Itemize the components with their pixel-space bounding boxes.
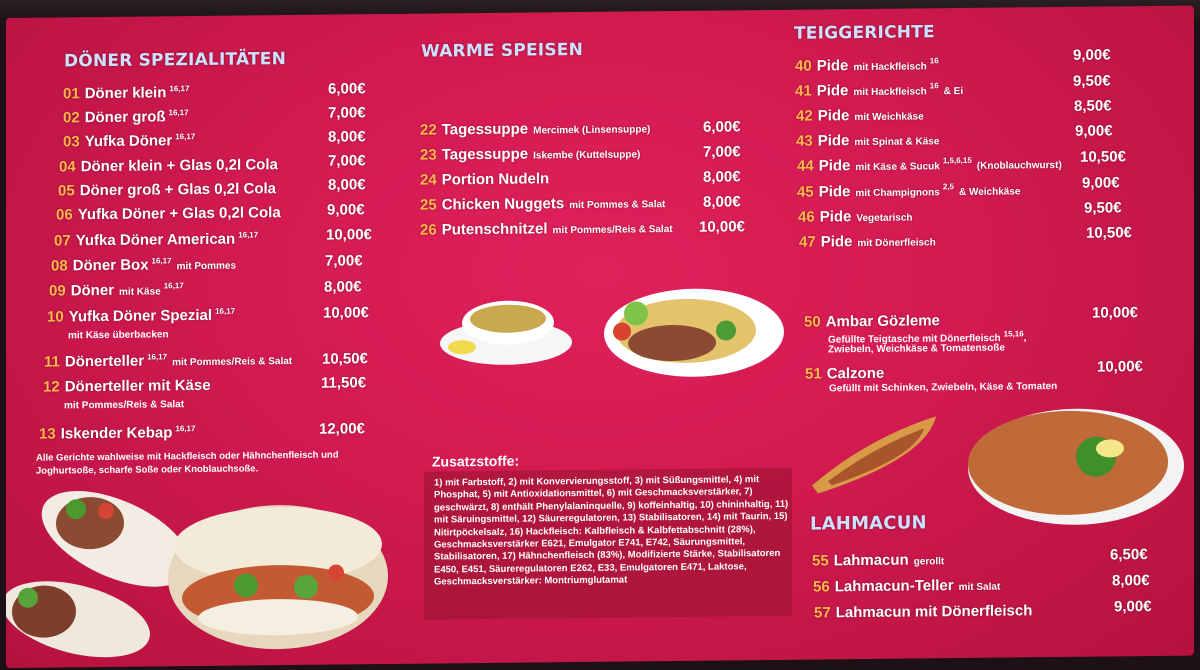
item-extra: mit Champignons — [855, 187, 940, 200]
doener-note: Alle Gerichte wahlweise mit Hackfleisch oder Hähnchenfleisch und Joghurtsoße, scharfe Soße oder Knoblauchsoße. — [36, 449, 339, 477]
item-price: 8,00€ — [703, 168, 741, 186]
item-name: Dönerteller — [64, 352, 145, 371]
menu-item — [420, 144, 640, 163]
item-extra: Mercimek (Linsensuppe) — [533, 124, 651, 137]
menu-item — [58, 180, 276, 199]
menu-item — [63, 132, 195, 150]
item-extra: mit Pommes/Reis & Salat — [172, 356, 293, 369]
item-extra: mit Weichkäse — [854, 111, 924, 124]
item-additives: 16,17 — [175, 132, 196, 142]
item-price: 8,00€ — [1112, 572, 1150, 590]
item-number: 02 — [63, 109, 80, 127]
item-extra-2: & Weichkäse — [958, 186, 1021, 199]
item-number: 50 — [804, 313, 821, 331]
item-price: 7,00€ — [325, 252, 363, 270]
item-number: 47 — [799, 233, 816, 251]
item-price: 9,00€ — [327, 201, 365, 219]
item-name: Yufka Döner American — [75, 230, 236, 250]
item-subtext: mit Pommes/Reis & Salat — [64, 399, 185, 412]
menu-item — [799, 232, 936, 250]
lahmacun-heading: LAHMACUN — [810, 512, 927, 535]
item-extra: mit Käse & Sucuk — [855, 161, 940, 174]
item-additives: 15,16 — [1003, 329, 1024, 339]
menu-item — [49, 281, 184, 299]
item-name: Pide — [819, 208, 852, 226]
additives-text: 1) mit Farbstoff, 2) mit Konvervierungsstoff, 3) mit Süßungsmittel, 4) mit Phosphat, 5) mit Antioxidationsmittel, 6) mit Geschmacksverstärker, 7) geschwärzt, 8) enthält Phenylalaninquelle, 9) koffeinhaltig, 10) chininhaltig, 11) mit Säruingsmittel, 12) Säureregulatoren, 13) Stabilisatoren, 14) mit Taurin, 15) Nitirtpöckelsalz, 16) Hackfleisch: Kalbfleisch & Kalbfettabschnitt (28%), Geschmacksverstärker E621, Emulgator E741, E742, Säurungsmittel, Stabilisatoren, 17) Hähnchenfleisch (83%), Modifizierte Stärke, Stabilisatoren E450, E451, Säureregulatoren E262, E33, Emulgatoren E471, Laktose, Geschmacksverstärker: Montriumglutamat — [434, 474, 789, 588]
item-name: Lahmacun-Teller — [834, 577, 954, 596]
item-price: 8,00€ — [703, 193, 741, 211]
item-price: 10,50€ — [322, 350, 368, 368]
item-extra: mit Pommes — [176, 260, 237, 273]
menu-item — [814, 602, 1032, 621]
item-extra: Iskembe (Kuttelsuppe) — [533, 149, 641, 162]
item-number: 44 — [797, 157, 814, 175]
item-additives: 16,17 — [151, 256, 172, 266]
item-extra: gerollt — [913, 556, 945, 568]
item-price: 10,00€ — [323, 304, 369, 322]
item-name: Tagessuppe — [441, 120, 529, 139]
item-price: 7,00€ — [703, 143, 741, 161]
item-number: 41 — [795, 82, 812, 100]
menu-item — [56, 204, 281, 223]
menu-item — [44, 351, 292, 371]
item-extra-2: (Knoblauchwurst) — [976, 159, 1062, 172]
item-subtext: Zwiebeln, Weichkäse & Tomatensoße — [828, 342, 1005, 356]
item-name: Portion Nudeln — [441, 170, 550, 189]
menu-item — [797, 181, 1020, 200]
item-additives: 16,17 — [175, 424, 196, 434]
item-price: 10,00€ — [1097, 358, 1143, 376]
item-extra: mit Hackfleisch — [853, 61, 927, 74]
menu-item — [420, 194, 665, 214]
item-price: 9,00€ — [1073, 46, 1111, 64]
item-price: 10,50€ — [1086, 224, 1132, 242]
item-number: 55 — [812, 552, 829, 570]
warm-heading: WARME SPEISEN — [421, 39, 584, 62]
item-name: Dönerteller mit Käse — [64, 376, 211, 396]
item-additives: 16,17 — [215, 306, 236, 316]
item-price: 6,00€ — [328, 80, 366, 98]
item-number: 25 — [420, 196, 437, 214]
item-number: 13 — [39, 425, 56, 443]
item-name: Tagessuppe — [441, 145, 529, 164]
teig-heading: TEIGGERICHTE — [794, 22, 935, 44]
item-number: 51 — [805, 365, 822, 383]
menu-item — [420, 170, 549, 188]
item-price: 11,50€ — [321, 374, 367, 392]
menu-item — [39, 424, 195, 443]
item-additives: 16,17 — [163, 281, 184, 291]
item-price: 9,00€ — [1075, 122, 1113, 140]
item-additives: 16,17 — [238, 230, 259, 240]
item-price: 7,00€ — [328, 104, 366, 122]
item-price: 9,50€ — [1084, 199, 1122, 217]
item-number: 09 — [49, 282, 66, 300]
menu-item — [805, 365, 884, 383]
menu-item — [804, 312, 940, 330]
menu-item — [47, 307, 235, 326]
item-name: Döner — [70, 281, 115, 300]
item-price: 6,00€ — [703, 118, 741, 136]
item-number: 56 — [813, 578, 830, 596]
item-number: 22 — [420, 121, 437, 139]
item-name: Pide — [818, 183, 851, 201]
item-name: Pide — [817, 132, 850, 150]
doener-heading: DÖNER SPEZIALITÄTEN — [64, 49, 287, 72]
menu-item — [420, 219, 673, 239]
item-additives: 16 — [929, 81, 939, 91]
item-name: Calzone — [826, 364, 885, 383]
item-price: 8,50€ — [1074, 97, 1112, 115]
menu-item — [420, 119, 650, 138]
item-number: 57 — [814, 604, 831, 622]
item-additives: 2,5 — [942, 182, 954, 192]
item-name: Döner groß — [84, 108, 166, 127]
item-additives: 16,17 — [168, 108, 189, 118]
item-number: 42 — [796, 107, 813, 125]
item-name: Lahmacun mit Dönerfleisch — [835, 602, 1033, 622]
item-price: 8,00€ — [328, 128, 366, 146]
item-number: 11 — [44, 353, 60, 371]
item-name: Yufka Döner Spezial — [68, 306, 213, 326]
menu-item — [797, 155, 1062, 175]
item-extra: mit Hackfleisch — [853, 86, 927, 99]
item-subtext: mit Käse überbacken — [68, 329, 169, 342]
item-name: Döner groß + Glas 0,2l Cola — [79, 180, 276, 200]
item-number: 05 — [58, 182, 75, 200]
item-name: Yufka Döner — [84, 132, 173, 151]
menu-item — [795, 56, 939, 75]
item-name: Döner Box — [72, 256, 149, 275]
menu-item — [796, 131, 939, 150]
item-name: Iskender Kebap — [60, 424, 173, 443]
item-price: 9,50€ — [1073, 72, 1111, 90]
item-extra: mit Salat — [958, 581, 1001, 594]
item-number: 04 — [59, 158, 76, 176]
additives-heading: Zusatzstoffe: — [432, 452, 520, 470]
menu-item — [798, 208, 913, 226]
item-name: Pide — [817, 107, 850, 125]
item-name: Ambar Gözleme — [825, 312, 940, 331]
menu-item — [795, 81, 963, 100]
item-name: Döner klein — [84, 84, 167, 103]
item-additives: 1,5,6,15 — [942, 155, 972, 166]
item-number: 46 — [798, 208, 815, 226]
item-description: Gefüllte Teigtasche mit Dönerfleisch — [828, 332, 1001, 346]
item-number: 10 — [47, 308, 64, 326]
item-additives: 16 — [929, 56, 939, 66]
item-number: 03 — [63, 133, 80, 151]
item-price: 7,00€ — [328, 152, 366, 170]
item-number: 40 — [795, 57, 812, 75]
item-price: 6,50€ — [1110, 546, 1148, 564]
item-name: Yufka Döner + Glas 0,2l Cola — [77, 204, 281, 224]
item-price: 9,00€ — [1082, 174, 1120, 192]
item-number: 24 — [420, 171, 437, 189]
item-number: 06 — [56, 206, 73, 224]
item-number: 12 — [43, 378, 60, 396]
item-subtext: Gefüllt mit Schinken, Zwiebeln, Käse & Tomaten — [829, 380, 1058, 395]
item-extra-2: & Ei — [943, 85, 964, 98]
item-number: 45 — [797, 183, 814, 201]
item-description-punct: , — [1023, 332, 1027, 344]
item-number: 26 — [420, 221, 437, 239]
item-price: 10,50€ — [1080, 148, 1126, 166]
item-extra: mit Dönerfleisch — [857, 237, 936, 250]
menu-item — [43, 377, 211, 396]
menu-item — [51, 256, 236, 275]
item-name: Döner klein + Glas 0,2l Cola — [80, 156, 278, 176]
menu-item — [813, 577, 1000, 596]
item-extra: mit Pommes & Salat — [569, 199, 666, 212]
menu-item — [54, 230, 258, 249]
menu-board — [6, 6, 1194, 668]
item-price: 10,00€ — [699, 218, 745, 236]
item-extra: Vegetarisch — [856, 212, 913, 225]
item-price: 10,00€ — [326, 226, 372, 244]
item-additives: 16,17 — [147, 352, 168, 362]
item-extra: mit Pommes/Reis & Salat — [552, 224, 673, 237]
item-price: 8,00€ — [328, 176, 366, 194]
doener-photo — [6, 476, 396, 670]
item-number: 07 — [54, 232, 71, 250]
item-number: 43 — [796, 132, 813, 150]
item-extra: mit Käse — [119, 286, 161, 298]
item-name: Chicken Nuggets — [441, 195, 565, 214]
item-name: Lahmacun — [833, 551, 909, 570]
item-name: Pide — [818, 157, 851, 175]
item-price: 9,00€ — [1114, 598, 1152, 616]
menu-item — [63, 108, 189, 126]
item-name: Pide — [816, 57, 849, 75]
menu-item — [59, 156, 278, 175]
item-name: Pide — [820, 233, 853, 251]
menu-item — [796, 106, 924, 124]
menu-item — [812, 551, 944, 569]
item-name: Putenschnitzel — [441, 220, 548, 239]
item-number: 08 — [51, 257, 68, 275]
item-price: 10,00€ — [1092, 304, 1138, 322]
menu-item — [63, 84, 189, 102]
item-number: 23 — [420, 146, 437, 164]
warm-photo — [436, 272, 786, 391]
item-price: 12,00€ — [319, 420, 365, 438]
item-name: Pide — [816, 82, 849, 100]
item-additives: 16,17 — [169, 84, 190, 94]
item-price: 8,00€ — [324, 278, 362, 296]
item-extra: mit Spinat & Käse — [854, 136, 940, 149]
item-number: 01 — [63, 85, 80, 103]
